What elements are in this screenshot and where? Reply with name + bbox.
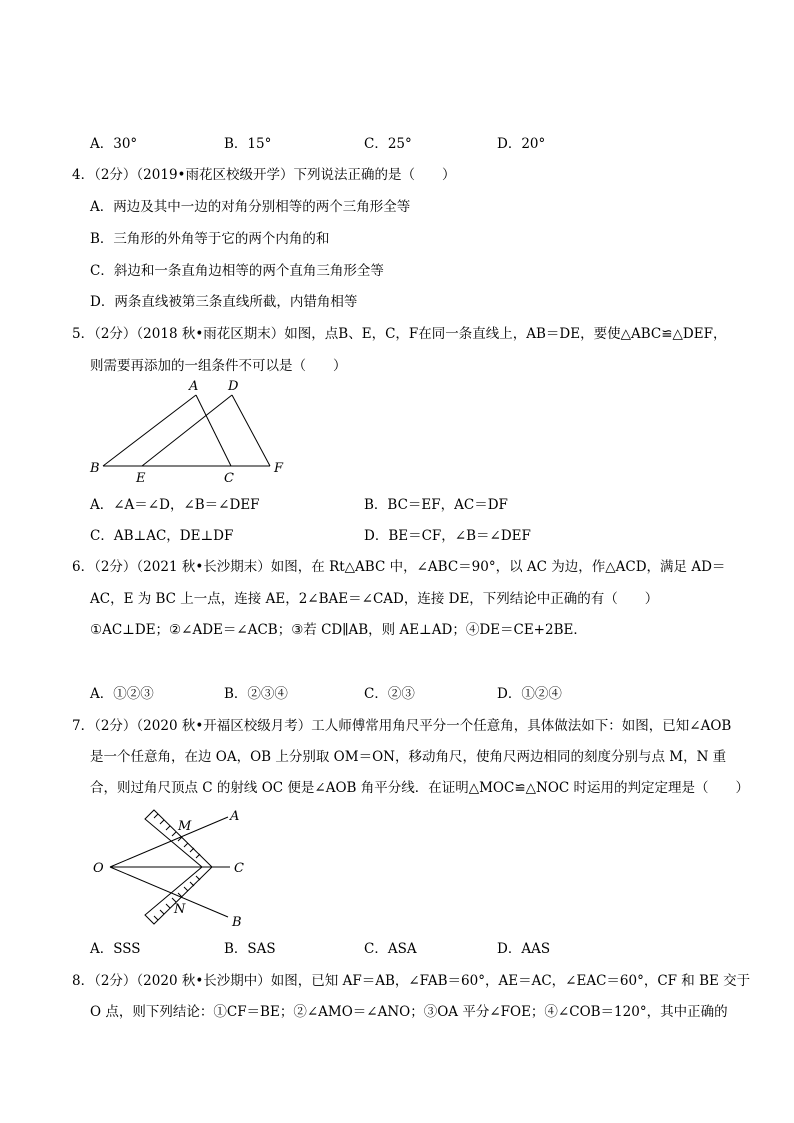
q6-option-d: D．①②④: [497, 686, 562, 702]
q7-label-o: O: [93, 861, 104, 876]
q5-option-d: D．BE＝CF，∠B＝∠DEF: [364, 528, 531, 544]
q5-option-a: A．∠A＝∠D，∠B＝∠DEF: [90, 497, 260, 513]
q6-stem-line3: ①AC⊥DE；②∠ADE＝∠ACB；③若 CD∥AB，则 AE⊥AD；④DE＝CE+2BE．: [90, 622, 587, 638]
q4-stem: 4．（2分）（2019•雨花区校级开学）下列说法正确的是（ ）: [72, 167, 456, 183]
q4-option-c: C．斜边和一条直角边相等的两个直角三角形全等: [90, 263, 384, 279]
q5-seg-ba: [103, 395, 196, 466]
q7-stem-line2: 是一个任意角，在边 OA，OB 上分别取 OM＝ON，移动角尺，使角尺两边相同的刻度分别与点 M，N 重: [90, 749, 727, 765]
q5-stem-line1: 5．（2分）（2018 秋•雨花区期末）如图，点B、E，C，F在同一条直线上，AB＝DE，要使△ABC≌△DEF，: [72, 326, 727, 342]
q3-option-a: A．30°: [90, 136, 138, 152]
q3-option-b: B．15°: [224, 136, 272, 152]
q6-option-b: B．②③④: [224, 686, 288, 702]
q5-label-e: E: [136, 471, 146, 486]
q6-option-c: C．②③: [364, 686, 415, 702]
q7-label-c: C: [234, 861, 244, 876]
q4-option-d: D．两条直线被第三条直线所截，内错角相等: [90, 294, 358, 310]
q5-seg-ac: [196, 395, 231, 466]
q7-option-c: C．ASA: [364, 941, 417, 957]
q7-stem-line3: 合，则过角尺顶点 C 的射线 OC 便是∠AOB 角平分线．在证明△MOC≌△NOC 时运用的判定定理是（ ）: [90, 780, 750, 796]
q8-stem-line1: 8．（2分）（2020 秋•长沙期中）如图，已知 AF＝AB，∠FAB＝60°，AE＝AC，∠EAC＝60°，CF 和 BE 交于: [72, 973, 751, 989]
q5-label-c: C: [224, 471, 234, 486]
q5-option-b: B．BC＝EF，AC＝DF: [364, 497, 508, 513]
q7-option-a: A．SSS: [90, 941, 141, 957]
q7-figure: [88, 800, 258, 932]
q5-stem-line2: 则需要再添加的一组条件不可以是（ ）: [90, 358, 347, 374]
q5-label-d: D: [228, 379, 239, 394]
q7-ticks-upper: [154, 814, 200, 858]
q6-stem-line1: 6．（2分）（2021 秋•长沙期末）如图，在 Rt△ABC 中，∠ABC＝90°，以 AC 为边，作△ACD，满足 AD＝: [72, 559, 726, 575]
q5-seg-df: [232, 395, 270, 466]
q5-figure: [85, 375, 295, 487]
q8-stem-line2: O 点，则下列结论：①CF＝BE；②∠AMO＝∠ANO；③OA 平分∠FOE；④∠COB＝120°，其中正确的: [90, 1004, 728, 1020]
q7-option-d: D．AAS: [497, 941, 551, 957]
q5-label-a: A: [189, 379, 199, 394]
q3-option-d: D．20°: [497, 136, 546, 152]
q4-option-a: A．两边及其中一边的对角分别相等的两个三角形全等: [90, 199, 411, 215]
q4-option-b: B．三角形的外角等于它的两个内角的和: [90, 231, 330, 247]
q6-option-a: A．①②③: [90, 686, 154, 702]
q7-label-a: A: [230, 809, 240, 824]
q7-label-n: N: [174, 902, 186, 917]
q5-seg-ed: [142, 395, 232, 466]
q7-stem-line1: 7．（2分）（2020 秋•开福区校级月考）工人师傅常用角尺平分一个任意角，具体做法如下：如图，已知∠AOB: [72, 718, 732, 734]
q6-stem-line2: AC，E 为 BC 上一点，连接 AE，2∠BAE＝∠CAD，连接 DE，下列结论中正确的有（ ）: [90, 591, 659, 607]
q5-option-c: C．AB⊥AC，DE⊥DF: [90, 528, 234, 544]
q7-label-b: B: [232, 915, 242, 930]
q7-label-m: M: [178, 819, 192, 834]
q5-label-b: B: [90, 461, 100, 476]
q7-option-b: B．SAS: [224, 941, 276, 957]
q3-option-c: C．25°: [364, 136, 412, 152]
q5-label-f: F: [274, 461, 284, 476]
